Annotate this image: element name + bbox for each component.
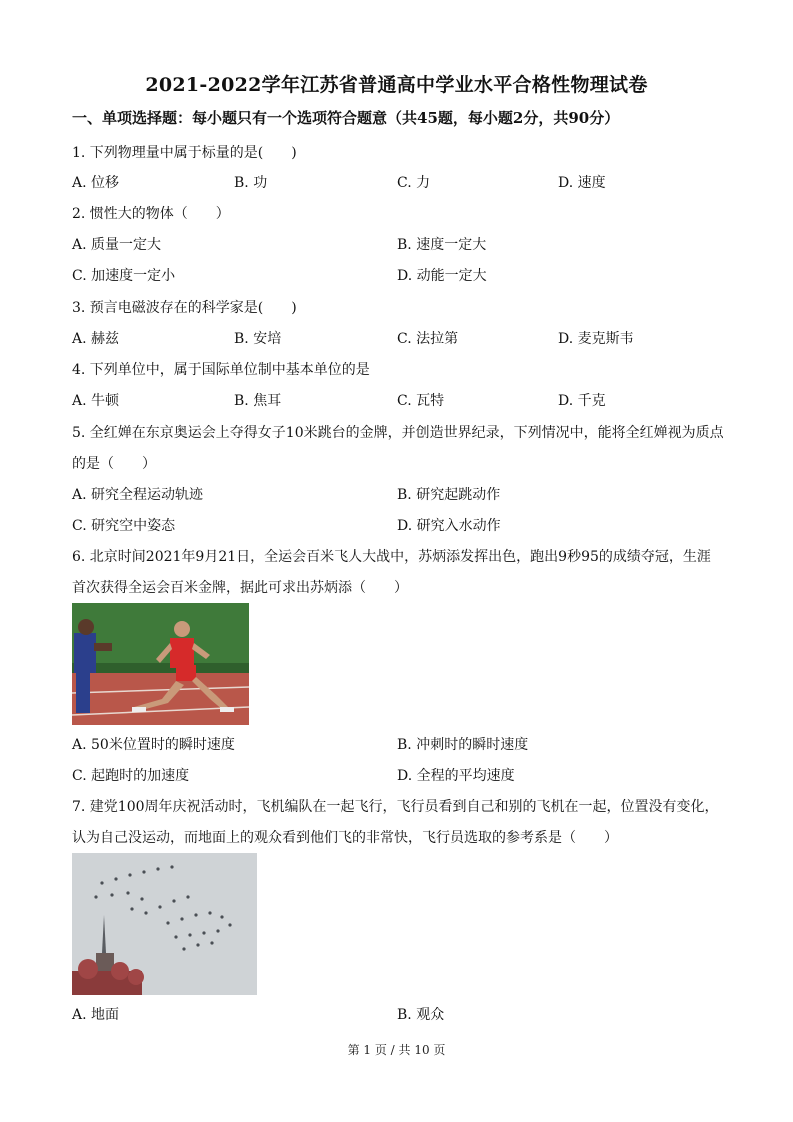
q2-option-d: D. 动能一定大: [397, 268, 487, 284]
question-4-stem: 4. 下列单位中，属于国际单位制中基本单位的是: [72, 362, 370, 378]
question-1-stem: 1. 下列物理量中属于标量的是( ): [72, 145, 297, 161]
question-7-stem-line2: 认为自己没运动，而地面上的观众看到他们飞的非常快，飞行员选取的参考系是（ ）: [72, 830, 618, 846]
q3-option-d: D. 麦克斯韦: [558, 331, 634, 347]
q3-option-a: A. 赫兹: [72, 331, 120, 347]
question-7-stem-line1: 7. 建党100周年庆祝活动时，飞机编队在一起飞行，飞行员看到自己和别的飞机在一起，位置没有变化，: [72, 799, 719, 815]
aircraft-formation-photo: [72, 853, 257, 995]
q1-option-d: D. 速度: [558, 175, 606, 191]
question-6-stem-line2: 首次获得全运会百米金牌，据此可求出苏炳添（ ）: [72, 580, 408, 596]
q6-option-c: C. 起跑时的加速度: [72, 768, 190, 784]
q7-option-a: A. 地面: [72, 1007, 120, 1023]
sprinter-photo: [72, 603, 249, 725]
q4-option-b: B. 焦耳: [234, 393, 282, 409]
q2-option-a: A. 质量一定大: [72, 237, 162, 253]
q4-option-c: C. 瓦特: [397, 393, 445, 409]
q1-option-c: C. 力: [397, 175, 431, 191]
q2-option-b: B. 速度一定大: [397, 237, 487, 253]
q4-option-a: A. 牛顿: [72, 393, 120, 409]
q5-option-c: C. 研究空中姿态: [72, 518, 176, 534]
q3-option-c: C. 法拉第: [397, 331, 459, 347]
q3-option-b: B. 安培: [234, 331, 282, 347]
q2-option-c: C. 加速度一定小: [72, 268, 176, 284]
section-heading: 一、单项选择题：每小题只有一个选项符合题意（共45题，每小题2分，共90分）: [72, 109, 620, 127]
q7-option-b: B. 观众: [397, 1007, 445, 1023]
exam-title: 2021-2022学年江苏省普通高中学业水平合格性物理试卷: [145, 74, 648, 96]
q6-option-a: A. 50米位置时的瞬时速度: [72, 737, 235, 753]
question-2-stem: 2. 惯性大的物体（ ）: [72, 206, 230, 222]
q4-option-d: D. 千克: [558, 393, 606, 409]
question-6-stem-line1: 6. 北京时间2021年9月21日，全运会百米飞人大战中，苏炳添发挥出色，跑出9秒95的成绩夺冠，生涯: [72, 549, 711, 565]
q6-option-b: B. 冲刺时的瞬时速度: [397, 737, 529, 753]
q1-option-a: A. 位移: [72, 175, 120, 191]
q1-option-b: B. 功: [234, 175, 268, 191]
q5-option-d: D. 研究入水动作: [397, 518, 501, 534]
page-footer: 第 1 页 / 共 10 页: [347, 1043, 446, 1057]
question-3-stem: 3. 预言电磁波存在的科学家是( ): [72, 300, 297, 316]
q5-option-a: A. 研究全程运动轨迹: [72, 487, 204, 503]
q5-option-b: B. 研究起跳动作: [397, 487, 501, 503]
question-5-stem-line1: 5. 全红婵在东京奥运会上夺得女子10米跳台的金牌，并创造世界纪录，下列情况中，能将全红婵视为质点: [72, 425, 724, 441]
q6-option-d: D. 全程的平均速度: [397, 768, 515, 784]
question-5-stem-line2: 的是（ ）: [72, 456, 156, 472]
